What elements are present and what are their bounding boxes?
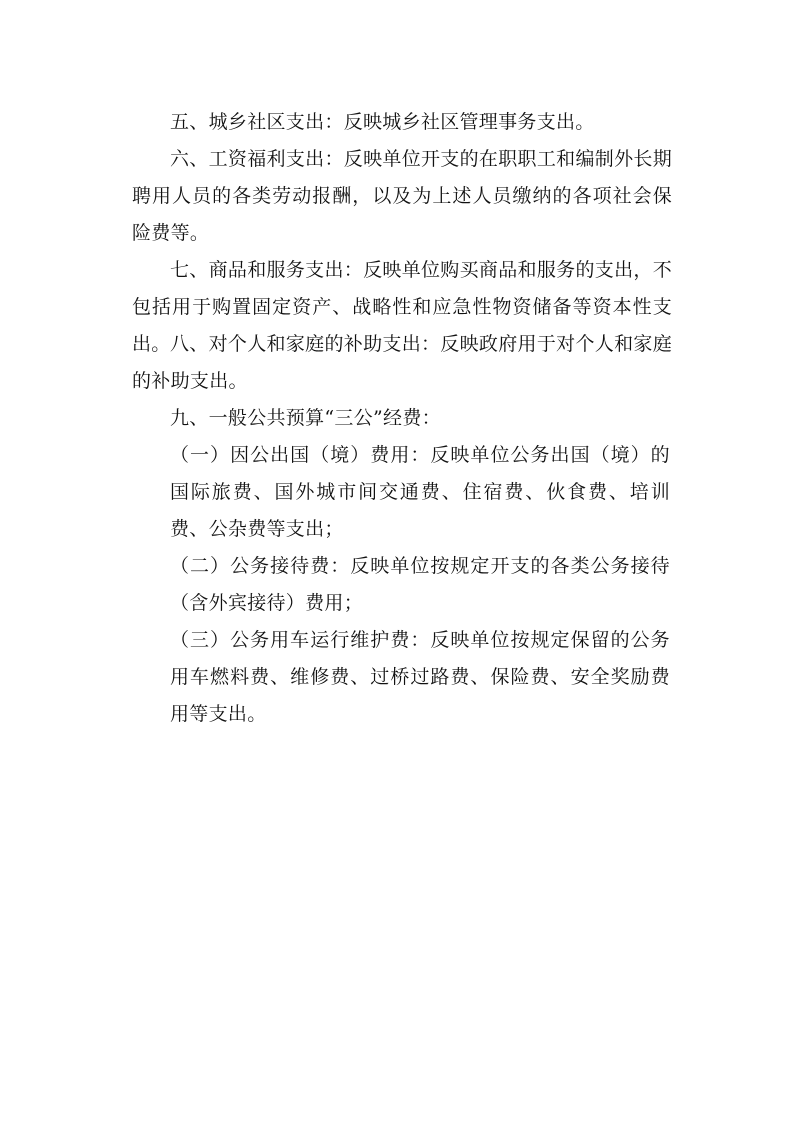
sub-item-official-vehicle: （三）公务用车运行维护费：反映单位按规定保留的公务用车燃料费、维修费、过桥过路费、保险费、安全奖励费用等支出。 bbox=[170, 629, 670, 725]
paragraph-goods-services: 七、商品和服务支出：反映单位购买商品和服务的支出，不包括用于购置固定资产、战略性和应急性物资储备等资本性支出。 bbox=[132, 259, 672, 355]
paragraph-wages-welfare: 六、工资福利支出：反映单位开支的在职职工和编制外长期聘用人员的各类劳动报酬，以及为上述人员缴纳的各项社会保险费等。 bbox=[132, 148, 672, 244]
paragraph-urban-rural-community: 五、城乡社区支出：反映城乡社区管理事务支出。 bbox=[170, 111, 595, 133]
sub-item-overseas-travel: （一）因公出国（境）费用：反映单位公务出国（境）的国际旅费、国外城市间交通费、住宿费、伙食费、培训费、公杂费等支出； bbox=[170, 444, 670, 540]
paragraph-three-public-expenses: 九、一般公共预算“三公”经费： bbox=[170, 407, 441, 429]
paragraph-household-subsidy: 八、对个人和家庭的补助支出：反映政府用于对个人和家庭的补助支出。 bbox=[132, 333, 672, 392]
sub-item-official-reception: （二）公务接待费：反映单位按规定开支的各类公务接待（含外宾接待）费用； bbox=[170, 555, 670, 614]
